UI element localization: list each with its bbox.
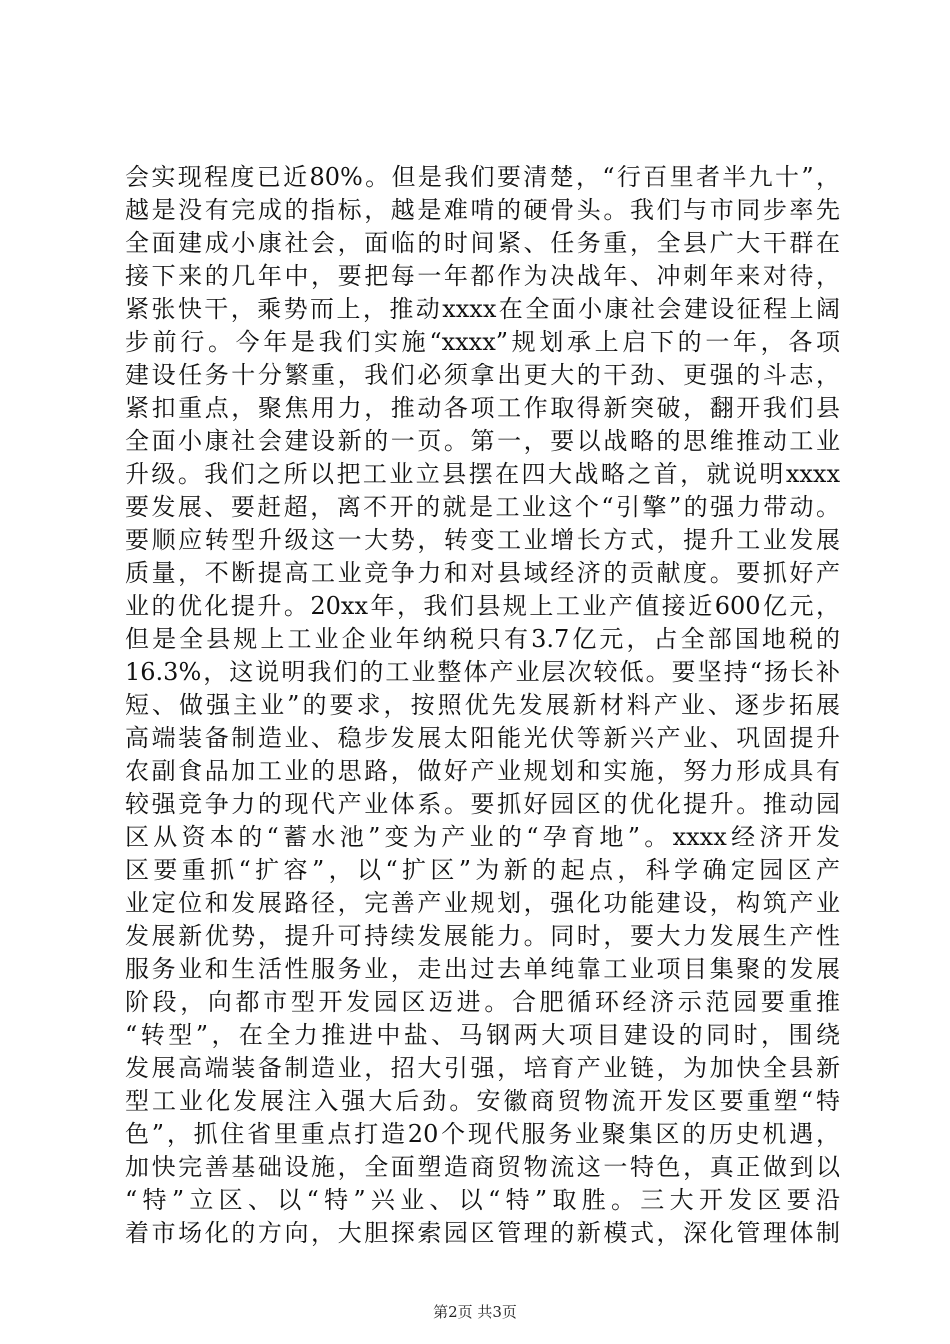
text-line: 农副食品加工业的思路，做好产业规划和实施，努力形成具有 xyxy=(125,757,840,785)
text-line: 越是没有完成的指标，越是难啃的硬骨头。我们与市同步率先 xyxy=(125,196,840,224)
text-line: 短、做强主业”的要求，按照优先发展新材料产业、逐步拓展 xyxy=(125,691,840,719)
page-footer: 第2页 共3页 xyxy=(433,1303,517,1321)
text-line: 着市场化的方向，大胆探索园区管理的新模式，深化管理体制 xyxy=(125,1219,840,1247)
text-line: 发展高端装备制造业，招大引强，培育产业链，为加快全县新 xyxy=(125,1054,840,1082)
text-line: 16.3%，这说明我们的工业整体产业层次较低。要坚持“扬长补 xyxy=(125,658,840,686)
text-line: 高端装备制造业、稳步发展太阳能光伏等新兴产业、巩固提升 xyxy=(125,724,840,752)
text-line: 全面小康社会建设新的一页。第一，要以战略的思维推动工业 xyxy=(125,427,840,455)
text-line: “特”立区、以“特”兴业、以“特”取胜。三大开发区要沿 xyxy=(125,1186,840,1214)
text-line: 质量，不断提高工业竞争力和对县域经济的贡献度。要抓好产 xyxy=(125,559,840,587)
text-line: “转型”，在全力推进中盐、马钢两大项目建设的同时，围绕 xyxy=(125,1021,840,1049)
text-line: 服务业和生活性服务业，走出过去单纯靠工业项目集聚的发展 xyxy=(125,955,840,983)
text-line: 区要重抓“扩容”，以“扩区”为新的起点，科学确定园区产 xyxy=(125,856,840,884)
text-line: 步前行。今年是我们实施“xxxx”规划承上启下的一年，各项 xyxy=(125,328,840,356)
text-line: 但是全县规上工业企业年纳税只有3.7亿元，占全部国地税的 xyxy=(125,625,840,653)
text-line: 紧扣重点，聚焦用力，推动各项工作取得新突破，翻开我们县 xyxy=(125,394,840,422)
text-line: 阶段，向都市型开发园区迈进。合肥循环经济示范园要重推 xyxy=(125,988,840,1016)
text-line: 紧张快干，乘势而上，推动xxxx在全面小康社会建设征程上阔 xyxy=(125,295,840,323)
text-line: 全面建成小康社会，面临的时间紧、任务重，全县广大干群在 xyxy=(125,229,840,257)
text-line: 色”，抓住省里重点打造20个现代服务业聚集区的历史机遇， xyxy=(125,1120,840,1148)
text-line: 接下来的几年中，要把每一年都作为决战年、冲刺年来对待， xyxy=(125,262,840,290)
text-line: 较强竞争力的现代产业体系。要抓好园区的优化提升。推动园 xyxy=(125,790,840,818)
text-line: 建设任务十分繁重，我们必须拿出更大的干劲、更强的斗志， xyxy=(125,361,840,389)
body-paragraph xyxy=(125,161,840,1250)
text-line: 型工业化发展注入强大后劲。安徽商贸物流开发区要重塑“特 xyxy=(125,1087,840,1115)
text-line: 要发展、要赶超，离不开的就是工业这个“引擎”的强力带动。 xyxy=(125,493,840,521)
text-line: 会实现程度已近80%。但是我们要清楚，“行百里者半九十”， xyxy=(125,163,840,191)
text-line: 区从资本的“蓄水池”变为产业的“孕育地”。xxxx经济开发 xyxy=(125,823,840,851)
text-line: 业定位和发展路径，完善产业规划，强化功能建设，构筑产业 xyxy=(125,889,840,917)
text-line: 升级。我们之所以把工业立县摆在四大战略之首，就说明xxxx xyxy=(125,460,840,488)
text-line: 业的优化提升。20xx年，我们县规上工业产值接近600亿元， xyxy=(125,592,840,620)
text-line: 要顺应转型升级这一大势，转变工业增长方式，提升工业发展 xyxy=(125,526,840,554)
text-line: 加快完善基础设施，全面塑造商贸物流这一特色，真正做到以 xyxy=(125,1153,840,1181)
text-line: 发展新优势，提升可持续发展能力。同时，要大力发展生产性 xyxy=(125,922,840,950)
